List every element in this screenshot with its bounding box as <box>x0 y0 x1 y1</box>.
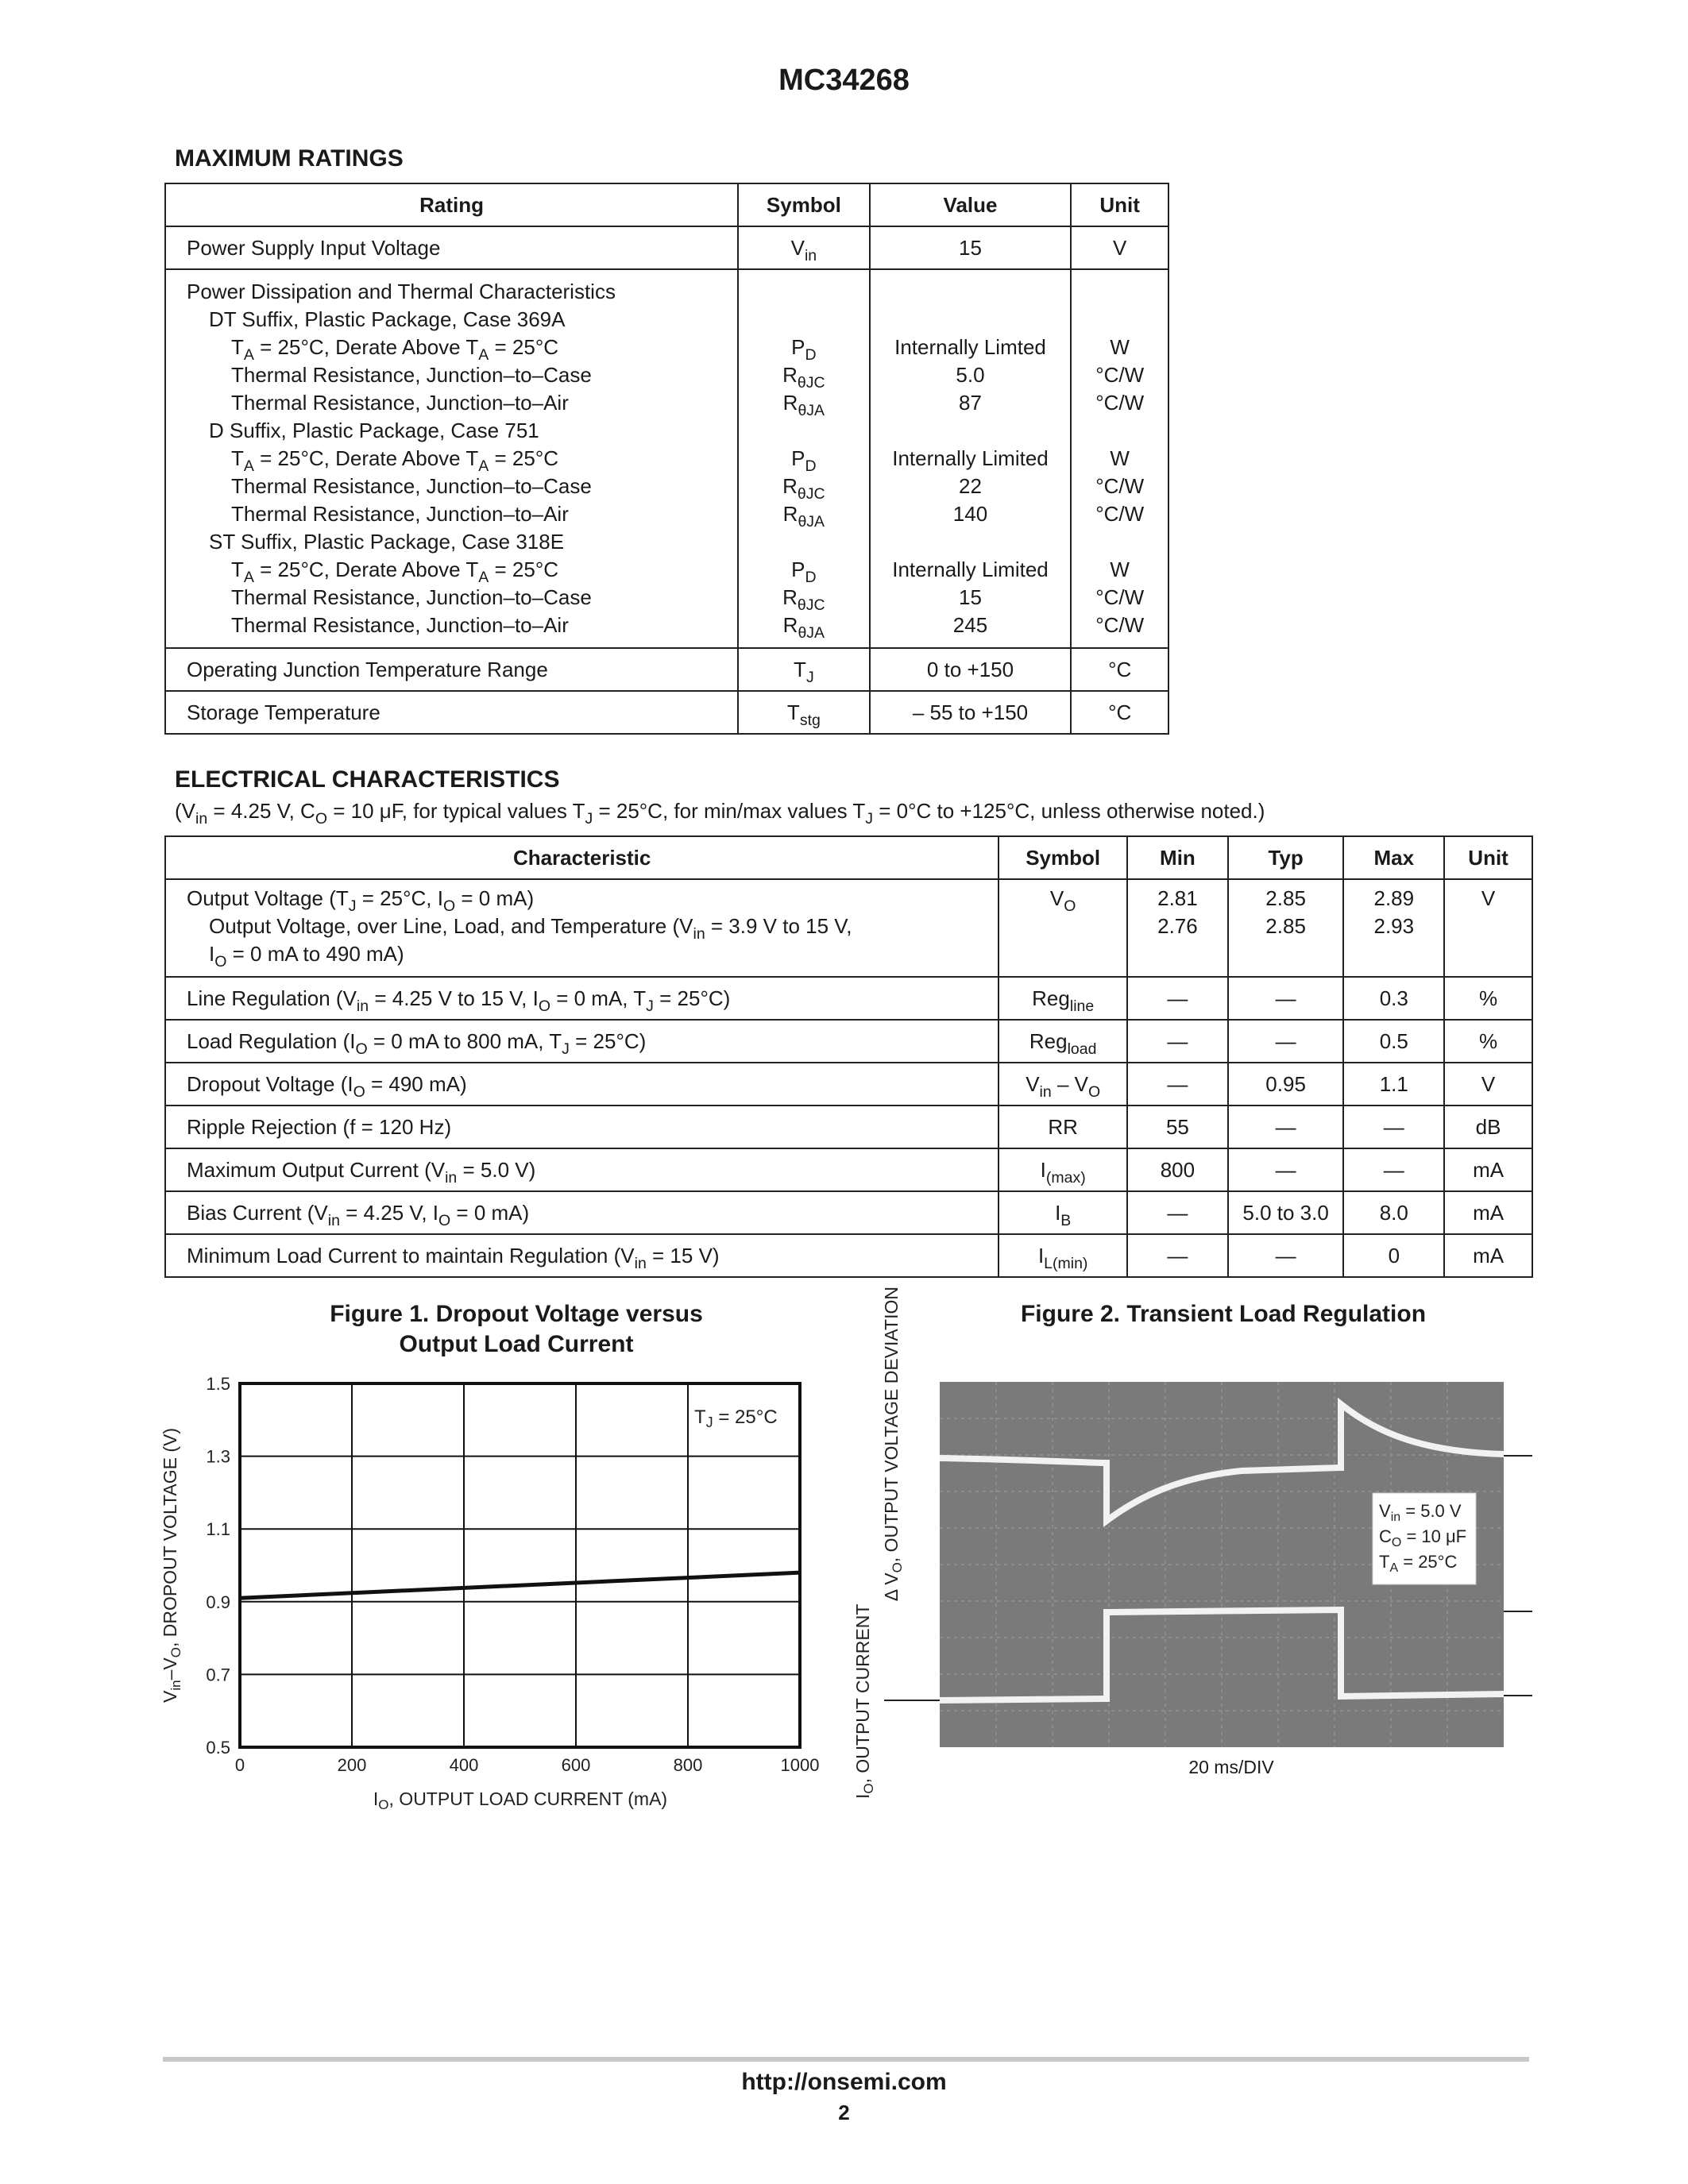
typ-cell: 0.95 <box>1228 1063 1344 1106</box>
x-tick-label: 600 <box>561 1755 591 1775</box>
max-cell: 2.89 2.93 <box>1343 879 1444 977</box>
thermal-units: W °C/W °C/W W °C/W °C/W W °C/W °C/W <box>1071 269 1168 648</box>
unit-cell: V <box>1444 1063 1532 1106</box>
unit-cell: % <box>1444 1020 1532 1063</box>
max-cell: 1.1 <box>1343 1063 1444 1106</box>
thermal-symbols: $P_D$ $R_{\theta JC}$ $R_{\theta JA}$ $P_D$ $R_{\theta JC}$ $R_{\theta JA}$ $P_D$ $R_{\theta JC}$ $R_{\theta JA}$ <box>738 269 870 648</box>
col-symbol: Symbol <box>738 183 870 226</box>
characteristic-cell: Load Regulation ($I_O = 0$ mA to 800 mA, $T_J = 25^\circ C$) <box>165 1020 999 1063</box>
col-max: Max <box>1343 836 1444 879</box>
rating-label: Power Supply Input Voltage <box>165 226 738 269</box>
figure1-chart <box>143 1366 834 1835</box>
chart-series <box>240 1572 800 1598</box>
thermal-values: Internally Limted 5.0 87 Internally Limited 22 140 Internally Limited 15 245 <box>870 269 1072 648</box>
typ-cell: — <box>1228 1148 1344 1191</box>
typ-cell: 2.85 2.85 <box>1228 879 1344 977</box>
elec-conditions: ($V_{in} = 4.25$ V, $C_O = 10$ μF, for typical values $T_J = 25^\circ C$, for min/max values $T_J = 0^\circ C$ to +125°C, unless otherwise noted.) <box>175 799 1265 828</box>
col-characteristic: Characteristic <box>165 836 999 879</box>
annotation-tj: $T_J = 25^\circ C$ <box>694 1406 778 1430</box>
characteristic-cell: Line Regulation ($V_{in} = 4.25$ V to 15 V, $I_O = 0$ mA, $T_J = 25^\circ C$) <box>165 977 999 1020</box>
elec-table <box>164 835 1533 1278</box>
symbol-cell: Reg$_{load}$ <box>999 1020 1127 1063</box>
max-cell: 0.3 <box>1343 977 1444 1020</box>
max-ratings-heading: MAXIMUM RATINGS <box>175 145 404 172</box>
typ-cell: — <box>1228 977 1344 1020</box>
max-ratings-table <box>164 183 1169 735</box>
col-min: Min <box>1127 836 1228 879</box>
symbol-cell: $I_B$ <box>999 1191 1127 1234</box>
min-cell: — <box>1127 1063 1228 1106</box>
y-tick-labels <box>206 1374 230 1758</box>
legend-co: $C_O = 10$ μF <box>1379 1526 1467 1549</box>
page-title: MC34268 <box>778 64 910 97</box>
min-cell: — <box>1127 1234 1228 1277</box>
typ-cell: — <box>1228 1106 1344 1148</box>
footer-rule <box>163 2057 1529 2062</box>
y-tick-label: 1.3 <box>206 1446 230 1467</box>
characteristic-cell: Minimum Load Current to maintain Regulation ($V_{in} = 15$ V) <box>165 1234 999 1277</box>
y-tick-label: 0.5 <box>206 1738 230 1758</box>
unit-cell: °C <box>1071 691 1168 734</box>
x-tick-label: 800 <box>673 1755 703 1775</box>
y-tick-label: 0.7 <box>206 1665 230 1685</box>
table-row <box>165 1106 1532 1148</box>
min-cell: — <box>1127 1191 1228 1234</box>
min-cell: — <box>1127 1020 1228 1063</box>
ref-marker-right-2 <box>1504 1611 1532 1612</box>
x-tick-label: 0 <box>234 1755 245 1775</box>
series-line <box>240 1572 800 1598</box>
max-cell: 0.5 <box>1343 1020 1444 1063</box>
max-cell: — <box>1343 1148 1444 1191</box>
characteristic-cell: Bias Current ($V_{in} = 4.25$ V, $I_O = 0$ mA) <box>165 1191 999 1234</box>
col-unit: Unit <box>1071 183 1168 226</box>
typ-cell: — <box>1228 1020 1344 1063</box>
elec-heading: ELECTRICAL CHARACTERISTICS <box>175 766 560 793</box>
table-row <box>165 691 1168 734</box>
table-row <box>165 269 1168 648</box>
x-tick-label: 1000 <box>780 1755 820 1775</box>
max-cell: — <box>1343 1106 1444 1148</box>
unit-cell: mA <box>1444 1234 1532 1277</box>
symbol-cell: $I_{(max)}$ <box>999 1148 1127 1191</box>
figure1-title: Figure 1. Dropout Voltage versus Output Load Current <box>330 1301 703 1357</box>
table-row <box>165 648 1168 691</box>
thermal-labels: Power Dissipation and Thermal Characteristics DT Suffix, Plastic Package, Case 369A $T_A = 25^\circ C$, Derate Above $T_A = 25^\circ C$ Thermal Resistance, Junction–to–Case Thermal Resistance, Junction–to–Air D Suffix, Plastic Package, Case 751 $T_A = 25^\circ C$, Derate Above $T_A = 25^\circ C$ Thermal Resistance, Junction–to–Case Thermal Resistance, Junction–to–Air ST Suffix, Plastic Package, Case 318E $T_A = 25^\circ C$, Derate Above $T_A = 25^\circ C$ Thermal Resistance, Junction–to–Case Thermal Resistance, Junction–to–Air <box>165 269 738 648</box>
table-row <box>165 226 1168 269</box>
figure2-ylabels <box>834 1287 937 1811</box>
col-rating: Rating <box>165 183 738 226</box>
min-cell: — <box>1127 977 1228 1020</box>
table-row <box>165 977 1532 1020</box>
characteristic-cell: Maximum Output Current ($V_{in} = 5.0$ V) <box>165 1148 999 1191</box>
symbol-cell: $T_J$ <box>738 648 870 691</box>
legend-vin: $V_{in} = 5.0$ V <box>1379 1501 1462 1524</box>
x-axis-label: $I_O$, OUTPUT LOAD CURRENT (mA) <box>373 1788 668 1812</box>
col-symbol: Symbol <box>999 836 1127 879</box>
symbol-cell: Reg$_{line}$ <box>999 977 1127 1020</box>
unit-cell: mA <box>1444 1191 1532 1234</box>
unit-cell: V <box>1444 879 1532 977</box>
symbol-cell: $V_O$ <box>999 879 1127 977</box>
symbol-cell: $V_{in}$ <box>738 226 870 269</box>
value-cell: 15 <box>870 226 1072 269</box>
unit-cell: °C <box>1071 648 1168 691</box>
table-row <box>165 1148 1532 1191</box>
col-unit: Unit <box>1444 836 1532 879</box>
x-tick-labels <box>235 1755 820 1775</box>
page-number: 2 <box>838 2101 850 2124</box>
min-cell: 55 <box>1127 1106 1228 1148</box>
value-cell: – 55 to +150 <box>870 691 1072 734</box>
typ-cell: — <box>1228 1234 1344 1277</box>
y-axis-label: $V_{in}-V_O$, DROPOUT VOLTAGE (V) <box>160 1428 183 1703</box>
figure2-title: Figure 2. Transient Load Regulation <box>1020 1301 1427 1327</box>
unit-cell: V <box>1071 226 1168 269</box>
y-tick-label: 1.1 <box>206 1519 230 1540</box>
characteristic-cell: Ripple Rejection (f = 120 Hz) <box>165 1106 999 1148</box>
figure2-ylabel-voltage: Δ $V_O$, OUTPUT VOLTAGE DEVIATION <box>881 1287 905 1602</box>
ref-marker-right-3 <box>1504 1695 1532 1696</box>
min-cell: 2.81 2.76 <box>1127 879 1228 977</box>
typ-cell: 5.0 to 3.0 <box>1228 1191 1344 1234</box>
y-tick-label: 1.5 <box>206 1374 230 1394</box>
table-row <box>165 1020 1532 1063</box>
footer-url[interactable]: http://onsemi.com <box>741 2069 947 2095</box>
y-tick-label: 0.9 <box>206 1592 230 1612</box>
unit-cell: mA <box>1444 1148 1532 1191</box>
rating-label: Storage Temperature <box>165 691 738 734</box>
symbol-cell: $V_{in} - V_O$ <box>999 1063 1127 1106</box>
figure2-ylabel-current: $I_O$, OUTPUT CURRENT <box>852 1603 876 1799</box>
unit-cell: % <box>1444 977 1532 1020</box>
unit-cell: dB <box>1444 1106 1532 1148</box>
ref-marker-right-1 <box>1504 1455 1532 1457</box>
ref-marker-left <box>884 1700 940 1701</box>
characteristic-cell: Dropout Voltage ($I_O = 490$ mA) <box>165 1063 999 1106</box>
x-tick-label: 200 <box>337 1755 367 1775</box>
scope-legend <box>1379 1501 1466 1575</box>
chart-plot-frame <box>240 1383 800 1747</box>
col-value: Value <box>870 183 1072 226</box>
max-cell: 0 <box>1343 1234 1444 1277</box>
oscilloscope-trace <box>940 1382 1504 1747</box>
col-typ: Typ <box>1228 836 1344 879</box>
max-cell: 8.0 <box>1343 1191 1444 1234</box>
symbol-cell: RR <box>999 1106 1127 1148</box>
rating-label: Operating Junction Temperature Range <box>165 648 738 691</box>
x-tick-label: 400 <box>449 1755 479 1775</box>
table-row <box>165 1063 1532 1106</box>
legend-ta: $T_A = 25^\circ C$ <box>1379 1552 1458 1575</box>
symbol-cell: $I_{L(min)}$ <box>999 1234 1127 1277</box>
chart-grid <box>240 1383 800 1747</box>
characteristic-cell: Output Voltage ($T_J = 25^\circ C$, $I_O = 0$ mA) Output Voltage, over Line, Load, and Temperature ($V_{in} = 3.9$ V to 15 V, $I_O = 0$ mA to 490 mA) <box>165 879 999 977</box>
figure2-xlabel: 20 ms/DIV <box>1188 1757 1274 1777</box>
symbol-cell: $T_{stg}$ <box>738 691 870 734</box>
table-row <box>165 1191 1532 1234</box>
table-row <box>165 879 1532 977</box>
min-cell: 800 <box>1127 1148 1228 1191</box>
scope-svg <box>940 1382 1504 1747</box>
table-row <box>165 1234 1532 1277</box>
value-cell: 0 to +150 <box>870 648 1072 691</box>
